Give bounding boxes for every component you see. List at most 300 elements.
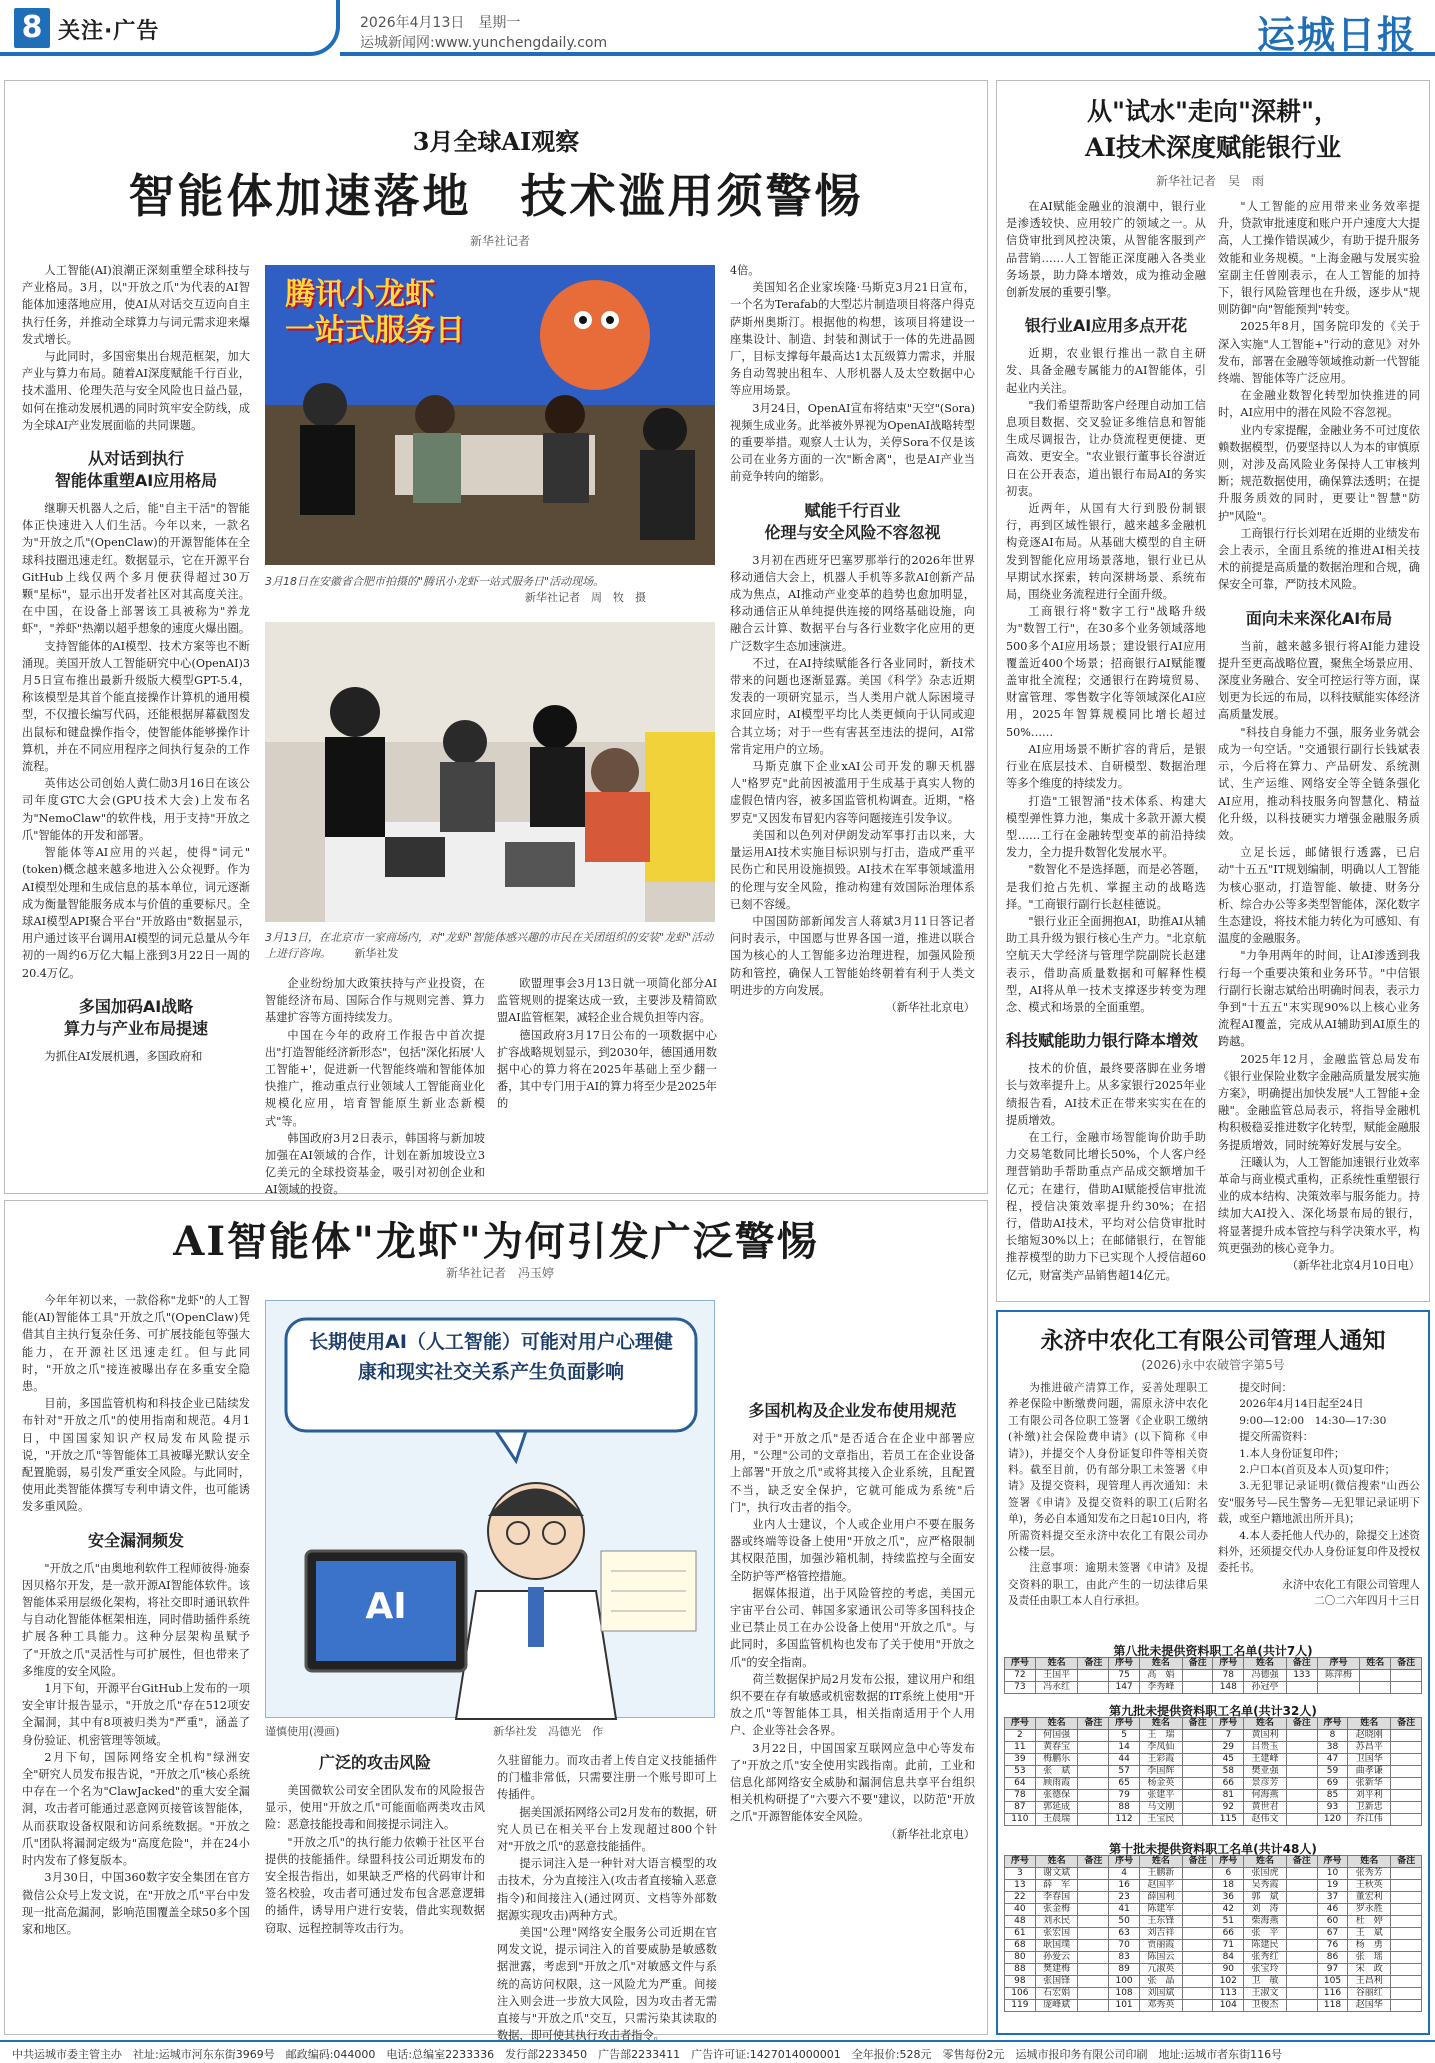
table-cell: 张德保	[1035, 1790, 1078, 1802]
table-cell: 王彩霞	[1139, 1754, 1182, 1766]
table-cell: 备注	[1182, 1658, 1213, 1670]
table-row	[1005, 1814, 1422, 1826]
table-cell: 罗永胜	[1348, 1904, 1391, 1916]
table-cell: 69	[1317, 1778, 1348, 1790]
table-cell	[1078, 1778, 1109, 1790]
table-cell	[1391, 1988, 1422, 2000]
table-cell: 98	[1005, 1976, 1036, 1988]
table-cell: 张 晶	[1139, 1976, 1182, 1988]
table-cell	[1391, 1682, 1422, 1694]
table-cell: 冯德强	[1244, 1670, 1287, 1682]
paragraph: "银行业正全面拥抱AI，助推AI从辅助工具升级为银行核心生产力。"北京航空航天大学经济与管理学院副院长赵建表示，借助高质量数据和可解释性模型，AI将从单一技术支撑逐步转变为理念、模式和场景的全面重塑。	[1006, 914, 1206, 1014]
table-cell: 133	[1286, 1670, 1317, 1682]
cartoon-illustration	[265, 1300, 715, 1718]
table-row	[1005, 1766, 1422, 1778]
table-cell: 刘 涛	[1244, 1904, 1287, 1916]
table-cell: 备注	[1078, 1856, 1109, 1868]
table-cell: 2	[1005, 1730, 1036, 1742]
table-cell: 92	[1213, 1802, 1244, 1814]
table-cell: 40	[1005, 1904, 1036, 1916]
table-cell: 13	[1005, 1880, 1036, 1892]
table-cell: 陈建军	[1139, 1904, 1182, 1916]
paragraph: 为抓住AI发展机遇，多国政府和	[44, 1049, 203, 1063]
table-cell: 柴海燕	[1244, 1916, 1287, 1928]
table-cell: 81	[1213, 1790, 1244, 1802]
paragraph: 技术的价值，最终要落脚在业务增长与效率提升上。从多家银行2025年业绩报告看，AI技术正在带来实实在在的提质增效。	[1006, 1062, 1206, 1127]
table-cell: 120	[1317, 1814, 1348, 1826]
table-cell: 47	[1317, 1754, 1348, 1766]
paragraph: AI应用场景不断扩容的背后，是银行业在底层技术、自研模型、数据治理等多个维度的持续发力。	[1006, 742, 1206, 791]
table-cell: 王 瑞	[1139, 1730, 1182, 1742]
table-cell: 姓名	[1348, 1718, 1391, 1730]
table-cell: 张宝玲	[1244, 1964, 1287, 1976]
table-cell: 曲孝谦	[1348, 1766, 1391, 1778]
table-cell	[1182, 1940, 1213, 1952]
table-cell: 杨金英	[1139, 1778, 1182, 1790]
cartoon-caption	[265, 1724, 715, 1740]
article-1-title[interactable]: 智能体加速落地 技术滥用须警惕	[128, 169, 864, 223]
table-cell: 11	[1005, 1742, 1036, 1754]
table-cell	[1078, 1802, 1109, 1814]
table-cell: 80	[1005, 1952, 1036, 1964]
table-cell	[1286, 2000, 1317, 2012]
table-cell: 备注	[1078, 1658, 1109, 1670]
roster-title: 第九批未提供资料职工名单(共计32人)	[1109, 1704, 1317, 1718]
table-cell: 姓名	[1139, 1718, 1182, 1730]
table-cell	[1182, 1976, 1213, 1988]
table-row	[1005, 1880, 1422, 1892]
paragraph: 对于"开放之爪"是否适合在企业中部署应用，"公理"公司的文章指出，若员工在企业设备上部署"开放之爪"或将其接入企业系统，且配置不当，缺乏安全保护，它就可能成为系统"后门"，执行攻击者的指令。	[730, 1432, 975, 1514]
table-cell: 78	[1005, 1790, 1036, 1802]
roster-title: 第十批未提供资料职工名单(共计48人)	[1109, 1842, 1317, 1856]
table-cell: 序号	[1005, 1718, 1036, 1730]
table-cell	[1391, 1742, 1422, 1754]
table-cell: 序号	[1213, 1658, 1244, 1670]
article-1-col-4	[730, 262, 975, 1182]
table-cell: 46	[1317, 1904, 1348, 1916]
roster-table	[1004, 1657, 1422, 1694]
table-cell	[1078, 1940, 1109, 1952]
table-cell: 3	[1005, 1868, 1036, 1880]
table-cell: 116	[1317, 1988, 1348, 2000]
footer-imprint: 中共运城市委主管主办 社址:运城市河东东街3969号 邮政编码:044000 电话:总编室2233336 发行部2233450 广告部2233411 广告许可证:1427014000001 全年报价:528元 零售每份2元 运城市报印务有限公司印刷 地址:运城市者东街116号	[0, 2040, 1435, 2063]
table-cell: 刘吉祥	[1139, 1928, 1182, 1940]
table-cell: 88	[1109, 1802, 1140, 1814]
table-cell: 顾雨霞	[1035, 1778, 1078, 1790]
table-cell: 44	[1109, 1754, 1140, 1766]
paragraph: 美国和以色列对伊朗发动军事打击以来，大量运用AI技术实施目标识别与打击，造成严重平民伤亡和民用设施损毁。AI技术在军事领域滥用的伦理与安全风险，推动构建有效国际治理体系已刻不容缓。	[730, 828, 975, 911]
table-cell: 董宏利	[1348, 1892, 1391, 1904]
cartoon-speech-bubble: 长期使用AI（人工智能）可能对用户心理健康和现实社交关系产生负面影响	[309, 1331, 673, 1383]
subheading: 安全漏洞频发	[87, 1530, 184, 1550]
table-cell: 14	[1109, 1742, 1140, 1754]
table-cell: 66	[1213, 1778, 1244, 1790]
table-cell: 赵国华	[1348, 2000, 1391, 2012]
paragraph: "人工智能的应用带来业务效率提升，贷款审批速度和账户开户速度大大提高，人工操作错误减少，有助于提升服务效能和业务规模。"上海金融与发展实验室副主任曾刚表示，在人工智能的加持下，银行风险管理也在升级，逐步从"规则防御"向"智能预判"转变。	[1218, 200, 1420, 317]
table-row	[1005, 1778, 1422, 1790]
table-cell	[1391, 1868, 1422, 1880]
table-cell	[1391, 1814, 1422, 1826]
table-cell: 90	[1213, 1964, 1244, 1976]
table-cell: 陈国云	[1139, 1952, 1182, 1964]
table-cell: 李凤仙	[1139, 1742, 1182, 1754]
table-cell: 杜 婷	[1348, 1916, 1391, 1928]
article-2-title[interactable]: AI智能体"龙虾"为何引发广泛警惕	[173, 1218, 819, 1265]
table-cell: 黄春宝	[1035, 1742, 1078, 1754]
subheading: 赋能千行百业 伦理与安全风险不容忽视	[764, 500, 941, 542]
notice-caution: 注意事项：逾期未签署《申请》及提交资料的职工，由此产生的一切法律后果及责任由职工本人自行承担。	[1008, 1562, 1208, 1608]
paragraph: 近两年，从国有大行到股份制银行，再到区域性银行，越来越多金融机构竞逐AI布局。从基础大模型的自主研发到智能化应用场景落地，银行业已从早期试水探索，转向深耕场景、系统布局，围绕业务流程进行全面升级。	[1006, 502, 1206, 602]
table-row	[1005, 1730, 1422, 1742]
paragraph: 目前，多国监管机构和科技企业已陆续发布针对"开放之爪"的使用指南和规范。4月1日，中国国家知识产权局发布风险提示说，"开放之爪"等智能体工具被曝光默认安全配置脆弱，易引发严重安全风险。与此同时，使用此类智能体撰写专利申请文件，也可能诱发多重风险。	[22, 1397, 250, 1514]
table-cell: 姓名	[1244, 1658, 1287, 1670]
table-cell	[1182, 1952, 1213, 1964]
table-cell: 王东锋	[1139, 1916, 1182, 1928]
table-cell	[1391, 1892, 1422, 1904]
table-cell: 张 瑶	[1348, 1952, 1391, 1964]
caption-credit: 新华社记者 周 牧 摄	[525, 591, 646, 604]
table-cell: 84	[1213, 1952, 1244, 1964]
paragraph: 当前，越来越多银行将AI能力建设提升至更高战略位置，聚焦全场景应用、深度业务融合、安全可控运行等方面，谋划更为长远的布局，以科技赋能实体经济高质量发展。	[1218, 639, 1420, 722]
table-cell: 张秀红	[1244, 1952, 1287, 1964]
table-cell: 8	[1317, 1730, 1348, 1742]
table-cell: 郭延成	[1035, 1802, 1078, 1814]
paragraph: 汪曦认为，人工智能加速银行业效率革命与商业模式重构，正系统性重塑银行业的成本结构、决策效率与服务能力。持续加大AI投入、深化场景布局的银行，将显著提升成本管控与科学决策水平，构筑更强劲的核心竞争力。	[1218, 1155, 1420, 1255]
table-cell: 张国虎	[1244, 1868, 1287, 1880]
table-cell: 备注	[1182, 1718, 1213, 1730]
article-3-col-2	[1218, 198, 1420, 1293]
table-cell: 66	[1213, 1928, 1244, 1940]
table-cell: 赵伟文	[1244, 1814, 1287, 1826]
table-cell: 18	[1213, 1880, 1244, 1892]
table-cell: 吕贵玉	[1244, 1742, 1287, 1754]
table-cell	[1286, 1916, 1317, 1928]
paragraph: "科技自身能力不强，服务业务就会成为一句空话。"交通银行副行长钱斌表示，今后将在算力、产品研发、系统测试、生产运维、网络安全等全链条强化AI应用，推动科技服务向智慧化、精益化升级，以科技硬实力增强金融服务质效。	[1218, 725, 1420, 842]
article-2-col-2	[265, 1748, 485, 2028]
table-cell	[1182, 1766, 1213, 1778]
table-cell: 148	[1213, 1682, 1244, 1694]
article-2-col-3	[497, 1752, 717, 2043]
table-cell	[1391, 1904, 1422, 1916]
table-cell	[1286, 1952, 1317, 1964]
table-cell	[1182, 1682, 1213, 1694]
table-cell: 38	[1317, 1742, 1348, 1754]
table-cell	[1078, 1988, 1109, 2000]
notice-date: 二〇二六年四月十三日	[1314, 1595, 1420, 1608]
table-cell	[1078, 1790, 1109, 1802]
table-cell	[1286, 1778, 1317, 1790]
table-cell: 113	[1213, 1988, 1244, 2000]
table-cell: 39	[1005, 1754, 1036, 1766]
table-cell: 李国辉	[1139, 1766, 1182, 1778]
caption-credit: 新华社发 冯德光 作	[493, 1725, 604, 1738]
table-cell: 马文刚	[1139, 1802, 1182, 1814]
table-cell: 姓名	[1139, 1856, 1182, 1868]
table-cell: 王淑文	[1244, 1988, 1287, 2000]
table-cell	[1182, 1904, 1213, 1916]
notice-body: 为推进破产清算工作，妥善处理职工养老保险中断缴费问题，需原永济中农化工有限公司各位职工签署《企业职工缴纳(补缴)社会保险费申请》(以下简称《申请》)，并提交个人身份证复印件等相关资料。截至目前，仍有部分职工未签署《申请》及提交资料，现管理人再次通知：未签署《申请》及提交资料的职工(后附名单)，务必自本通知发布之日起10日内，将所需资料提交至永济中农化工有限公司办公楼一层。	[1008, 1382, 1208, 1559]
table-cell: 何国强	[1035, 1730, 1078, 1742]
paragraph: 2025年8月，国务院印发的《关于深入实施"人工智能+"行动的意见》对外发布，部署在金融等领域推动新一代智能终端、智能体等广泛应用。	[1218, 320, 1420, 386]
table-cell: 101	[1109, 2000, 1140, 2012]
paragraph: 欧盟理事会3月13日就一项简化部分AI监管规则的提案达成一致，主要涉及精简欧盟AI监管框架，减轻企业合规负担等内容。	[497, 977, 717, 1025]
submit-time-label: 提交时间：	[1239, 1382, 1293, 1394]
table-cell: 张秀芳	[1348, 1868, 1391, 1880]
table-cell: 42	[1213, 1904, 1244, 1916]
table-row	[1005, 1682, 1422, 1694]
paragraph: 业内专家提醒，金融业务不可过度依赖数据模型，仍要坚持以人为本的审慎原则，对涉及高风险业务保持人工审核判断；规范数据使用，确保算法透明；在提升服务质效的同时，更要让"智慧"防护"风险"。	[1218, 423, 1420, 523]
table-cell: 23	[1109, 1892, 1140, 1904]
table-cell: 85	[1317, 1790, 1348, 1802]
table-cell: 赵晓刚	[1348, 1730, 1391, 1742]
photo-1-caption	[265, 574, 715, 606]
table-cell: 姓名	[1360, 1658, 1391, 1670]
notice-signature: 永济中农化工有限公司管理人	[1282, 1578, 1420, 1591]
paragraph: 美国"公理"网络安全服务公司近期在官网发文说，提示词注入的首要威胁是敏感数据泄露，考虑到"开放之爪"对敏感文件与系统的高访问权限，这一风险尤为严重。间接注入则会进一步放大风险，因为攻击者无需直接与"开放之爪"交互，只需污染其读取的数据，即可使其执行攻击者指令。	[497, 1926, 717, 2043]
table-cell: 65	[1109, 1778, 1140, 1790]
table-cell: 备注	[1286, 1658, 1317, 1670]
table-cell: 张 平	[1244, 1928, 1287, 1940]
table-cell: 备注	[1391, 1658, 1422, 1670]
table-cell: 吴秀霞	[1244, 1880, 1287, 1892]
table-cell	[1391, 2000, 1422, 2012]
table-row	[1005, 1940, 1422, 1952]
table-cell: 119	[1005, 2000, 1036, 2012]
paragraph: 久驻留能力。而攻击者上传自定义技能插件的门槛非常低，只需要注册一个账号即可上传插件。	[497, 1754, 717, 1802]
table-cell	[1391, 1940, 1422, 1952]
table-cell	[1391, 1730, 1422, 1742]
table-cell: 110	[1005, 1814, 1036, 1826]
table-cell: 58	[1213, 1766, 1244, 1778]
table-cell	[1391, 1802, 1422, 1814]
table-row	[1005, 1754, 1422, 1766]
table-cell	[1182, 1964, 1213, 1976]
table-cell: 张 斌	[1035, 1766, 1078, 1778]
table-cell	[1286, 1904, 1317, 1916]
table-cell	[1391, 1790, 1422, 1802]
paragraph: 在AI赋能金融业的浪潮中，银行业是渗透较快、应用较广的领域之一。从信贷审批到风控决策，从智能客服到产品营销……人工智能正深度融入各类业务场景，助力降本增效，成为推动金融创新发展的重要引擎。	[1006, 200, 1206, 300]
paragraph: 提示词注入是一种针对大语言模型的攻击技术，分为直接注入(攻击者直接输入恶意指令)和间接注入(通过网页、文档等外部数据源实现攻击)两种方式。	[497, 1857, 717, 1922]
table-row	[1005, 1670, 1422, 1682]
table-cell: 宋 政	[1348, 1964, 1391, 1976]
subheading: 银行业AI应用多点开花	[1024, 316, 1188, 336]
table-cell	[1078, 1928, 1109, 1940]
table-cell: 备注	[1078, 1718, 1109, 1730]
table-cell: 李春国	[1035, 1892, 1078, 1904]
article-3-col-1	[1006, 198, 1206, 1293]
table-cell: 10	[1317, 1868, 1348, 1880]
table-cell: 序号	[1317, 1718, 1348, 1730]
table-cell: 石宏娟	[1035, 1988, 1078, 2000]
paragraph: 荷兰数据保护局2月发布公报，建议用户和组织不要在存有敏感或机密数据的IT系统上使用"开放之爪"等智能体工具，相关指南适用于个人用户、企业等社会各界。	[730, 1672, 975, 1738]
newspaper-logo: 运城日报	[1256, 12, 1417, 57]
table-cell: 83	[1109, 1952, 1140, 1964]
mall-scene-illustration	[265, 622, 715, 922]
subheading: 多国机构及企业发布使用规范	[748, 1401, 957, 1420]
notice-doc-number: (2026)永中农破管字第5号	[1141, 1358, 1285, 1372]
required-docs-label: 提交所需资料：	[1239, 1431, 1314, 1444]
table-row	[1005, 1988, 1422, 2000]
table-cell: 19	[1317, 1880, 1348, 1892]
required-doc-4: 4.本人委托他人代办的，除提交上述资料外，还须提交代办人身份证复印件及授权委托书。	[1218, 1529, 1420, 1575]
table-cell	[1391, 1766, 1422, 1778]
table-row	[1005, 1892, 1422, 1904]
submit-date-range: 2026年4月14日起至24日	[1239, 1398, 1364, 1411]
table-cell	[1182, 1880, 1213, 1892]
photo-2-caption	[265, 930, 715, 962]
table-cell: 64	[1005, 1778, 1036, 1790]
table-cell: 序号	[1109, 1718, 1140, 1730]
table-cell: 黄国利	[1244, 1730, 1287, 1742]
table-cell: 谷丽红	[1348, 1988, 1391, 2000]
table-row	[1005, 1952, 1422, 1964]
article-2-byline: 新华社记者 冯玉婷	[445, 1266, 554, 1280]
table-cell: 108	[1109, 1988, 1140, 2000]
table-cell: 备注	[1286, 1718, 1317, 1730]
table-cell: 86	[1317, 1952, 1348, 1964]
table-cell	[1286, 1940, 1317, 1952]
table-cell	[1391, 1778, 1422, 1790]
article-1-col-2	[265, 975, 485, 1197]
table-cell: 王昌利	[1348, 1976, 1391, 1988]
table-cell	[1182, 1928, 1213, 1940]
notice-col-2	[1218, 1380, 1420, 1635]
table-cell: 樊建梅	[1035, 1964, 1078, 1976]
table-cell: 88	[1005, 1964, 1036, 1976]
table-cell	[1286, 1892, 1317, 1904]
table-cell: 59	[1317, 1766, 1348, 1778]
table-row	[1005, 1928, 1422, 1940]
table-cell: 100	[1109, 1976, 1140, 1988]
table-cell: 张金梅	[1035, 1904, 1078, 1916]
subheading: 面向未来深化AI布局	[1245, 608, 1393, 628]
table-row	[1005, 2000, 1422, 2012]
table-cell	[1286, 1754, 1317, 1766]
table-row	[1005, 1976, 1422, 1988]
table-cell: 备注	[1391, 1718, 1422, 1730]
caption-text: 谨慎使用(漫画)	[265, 1725, 340, 1738]
paragraph: 3月初在西班牙巴塞罗那举行的2026年世界移动通信大会上，机器人手机等多款AI创新产品成为焦点，AI推动产业变革的趋势也愈加明显，移动通信正从单纯提供连接的网络基础设施，向融合云计算、数据平台与各行业数字化应用的更广泛数字生态加速演进。	[730, 553, 975, 653]
table-cell: 陈建民	[1244, 1940, 1287, 1952]
table-cell: 备注	[1391, 1856, 1422, 1868]
table-cell: 冯永红	[1035, 1682, 1078, 1694]
page-number: 8	[14, 8, 50, 48]
table-cell: 97	[1317, 1964, 1348, 1976]
table-row	[1005, 1658, 1422, 1670]
paragraph: 德国政府3月17日公布的一项数据中心扩容战略规划显示，到2030年，德国通用数据中心的算力将在2025年基础上至少翻一番，其中专门用于AI的算力将至少是2025年的	[497, 1028, 717, 1111]
table-cell	[1286, 1880, 1317, 1892]
table-cell: 亢淑英	[1139, 1964, 1182, 1976]
table-cell: 4	[1109, 1868, 1140, 1880]
table-cell: 序号	[1213, 1718, 1244, 1730]
table-cell	[1182, 1670, 1213, 1682]
photo-event-booth	[265, 265, 715, 565]
table-cell	[1078, 1868, 1109, 1880]
table-cell: 姓名	[1035, 1718, 1078, 1730]
paragraph: 3月22日，中国国家互联网应急中心等发布了"开放之爪"安全使用实践指南。此前，工业和信息化部网络安全威胁和漏洞信息共享平台组织相关机构研提了"六要六不要"建议，以防范"开放之爪"开源智能体安全风险。	[730, 1741, 975, 1824]
website-url[interactable]: 运城新闻网:www.yunchengdaily.com	[360, 35, 608, 51]
table-cell	[1391, 1964, 1422, 1976]
table-row	[1005, 1868, 1422, 1880]
paragraph: 近期，农业银行推出一款自主研发、具备金融专属能力的AI智能体，引起业内关注。	[1006, 347, 1206, 395]
table-cell: 76	[1317, 1940, 1348, 1952]
table-cell: 序号	[1213, 1856, 1244, 1868]
table-cell: 姓名	[1244, 1718, 1287, 1730]
table-cell: 王国平	[1035, 1670, 1078, 1682]
table-cell: 备注	[1286, 1856, 1317, 1868]
table-cell: 杨 勇	[1348, 1940, 1391, 1952]
table-cell: 29	[1213, 1742, 1244, 1754]
table-cell	[1182, 1754, 1213, 1766]
table-cell: 陈萍梅	[1317, 1670, 1360, 1682]
table-cell: 51	[1213, 1916, 1244, 1928]
table-cell	[1391, 1916, 1422, 1928]
table-cell: 16	[1109, 1880, 1140, 1892]
article-3-title[interactable]: 从"试水"走向"深耕"， AI技术深度赋能银行业	[1084, 97, 1342, 162]
table-cell	[1078, 1976, 1109, 1988]
required-doc-2: 2.户口本(首页及本人页)复印件；	[1239, 1464, 1396, 1477]
table-cell: 序号	[1005, 1856, 1036, 1868]
table-cell: 姓名	[1035, 1856, 1078, 1868]
table-cell: 67	[1317, 1928, 1348, 1940]
table-cell: 姓名	[1244, 1856, 1287, 1868]
table-cell	[1078, 1814, 1109, 1826]
table-cell	[1286, 1814, 1317, 1826]
table-cell	[1078, 1754, 1109, 1766]
table-cell: 刘平利	[1348, 1790, 1391, 1802]
required-doc-1: 1.本人身份证复印件；	[1239, 1447, 1345, 1460]
caption-text: 3月18日在安徽省合肥市拍摄的"腾讯小龙虾一站式服务日"活动现场。	[265, 575, 605, 588]
table-cell: 50	[1109, 1916, 1140, 1928]
table-cell	[1078, 1880, 1109, 1892]
table-cell	[1391, 1928, 1422, 1940]
table-cell	[1182, 1892, 1213, 1904]
table-cell: 37	[1317, 1892, 1348, 1904]
table-cell: 73	[1005, 1682, 1036, 1694]
table-cell: 序号	[1005, 1658, 1036, 1670]
table-cell: 郭 斌	[1244, 1892, 1287, 1904]
paragraph: 美国知名企业家埃隆·马斯克3月21日宣布，一个名为Terafab的大型芯片制造项目将落户得克萨斯州奥斯汀。根据他的构想，该项目将建设一座集设计、制造、封装和测试于一体的先进晶圆厂，目标支撑每年最高达1太瓦级算力需求，并服务自动驾驶出租车、人形机器人及太空数据中心等应用场景。	[730, 281, 975, 398]
article-2-col-4	[730, 1300, 975, 2028]
table-cell: 序号	[1317, 1856, 1348, 1868]
table-cell	[1286, 1766, 1317, 1778]
table-cell	[1286, 1976, 1317, 1988]
table-cell	[1391, 1880, 1422, 1892]
table-row	[1005, 1742, 1422, 1754]
table-cell	[1391, 1754, 1422, 1766]
roster-title: 第八批未提供资料职工名单(共计7人)	[1113, 1644, 1313, 1658]
section-name: 关注·广告	[58, 19, 160, 44]
issue-date: 2026年4月13日 星期一	[360, 15, 521, 31]
submit-hours: 9:00—12:00 14:30—17:30	[1239, 1414, 1387, 1427]
article-2-col-1	[22, 1292, 250, 2027]
table-row	[1005, 1916, 1422, 1928]
table-cell: 王晨瑞	[1035, 1814, 1078, 1826]
table-cell: 王 斌	[1348, 1928, 1391, 1940]
subheading: 从对话到执行 智能体重塑AI应用格局	[54, 449, 218, 491]
dateline: （新华社北京电）	[885, 1827, 975, 1841]
table-cell: 112	[1109, 1814, 1140, 1826]
table-cell	[1182, 1916, 1213, 1928]
paragraph: 在工行，金融市场智能询价助手助力交易笔数同比增长50%，个人客户经理营销助手帮助重点产品成交额增加千亿元；在建行，借助AI赋能授信审批流程，授信决策效率提升约30%；在招行，借助AI技术，平均对公信贷审批时长缩短30%以上；在邮储银行，在智能推荐模型的助力下已实现个人授信超60亿元，财富类产品销售超14亿元。	[1006, 1130, 1206, 1282]
table-row	[1005, 1904, 1422, 1916]
table-cell	[1078, 1904, 1109, 1916]
table-cell	[1391, 1670, 1422, 1682]
table-cell: 刘国斌	[1139, 1988, 1182, 2000]
table-cell	[1078, 1742, 1109, 1754]
table-cell: 姓名	[1348, 1856, 1391, 1868]
table-cell: 53	[1005, 1766, 1036, 1778]
